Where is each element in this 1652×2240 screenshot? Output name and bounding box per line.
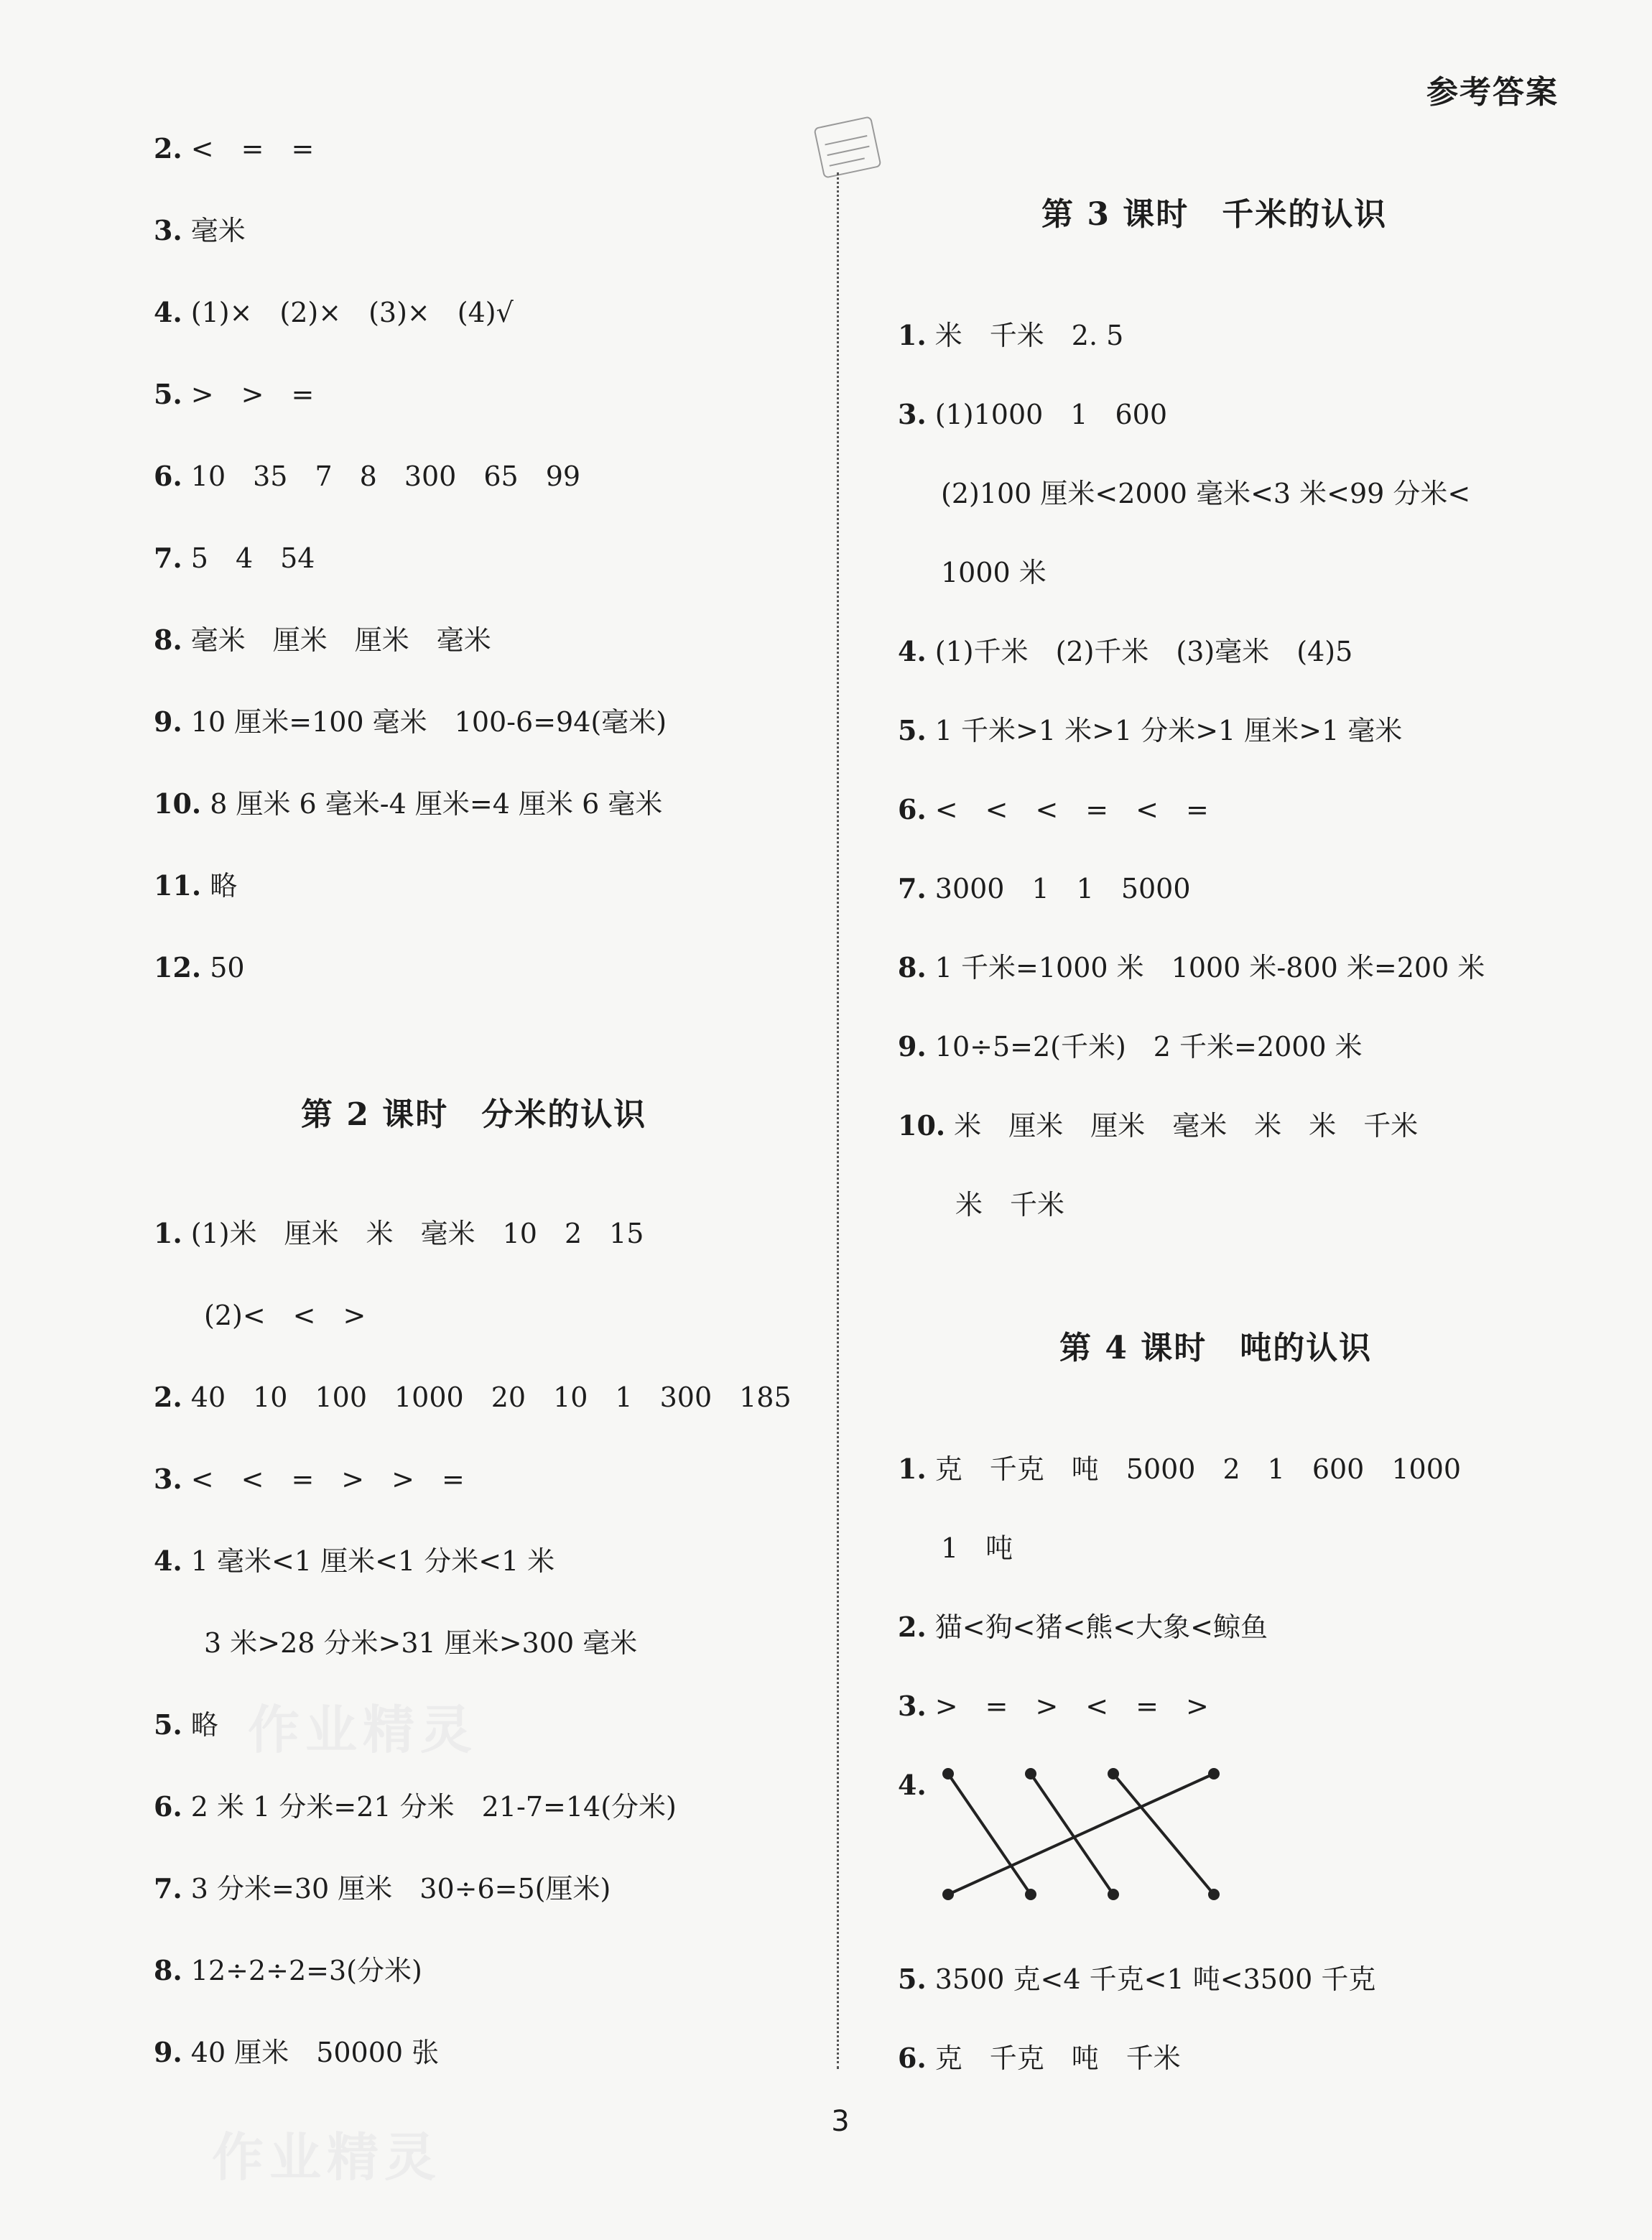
answer-item: 2. 猫<狗<猪<熊<大象<鲸鱼 — [898, 1611, 1268, 1643]
answer-item: 5. 3500 克<4 千克<1 吨<3500 千克 — [898, 1963, 1376, 1995]
answer-continuation: 米 千米 — [955, 1189, 1065, 1221]
answer-item: 7. 3000 1 1 5000 — [898, 872, 1191, 904]
answer-item: 4. — [898, 1769, 927, 1801]
answer-item: 6. 克 千克 吨 千米 — [898, 2042, 1181, 2074]
answer-item: 7. 3 分米=30 厘米 30÷6=5(厘米) — [154, 1872, 611, 1905]
answer-item: 8. 1 千米=1000 米 1000 米-800 米=200 米 — [898, 951, 1485, 984]
answer-item: 10. 8 厘米 6 毫米-4 厘米=4 厘米 6 毫米 — [154, 787, 663, 820]
answer-item: 2. < = = — [154, 132, 315, 165]
answer-item: 3. (1)1000 1 600 — [898, 398, 1168, 430]
answer-item: 11. 略 — [154, 869, 238, 902]
page-header-title: 参考答案 — [1426, 74, 1559, 111]
answer-item: 12. 50 — [154, 951, 245, 984]
answer-item: 4. (1)× (2)× (3)× (4)√ — [154, 296, 514, 328]
answer-item: 5. 1 千米>1 米>1 分米>1 厘米>1 毫米 — [898, 714, 1403, 746]
answer-item: 10. 米 厘米 厘米 毫米 米 米 千米 — [898, 1109, 1419, 1142]
answer-item: 5. > > = — [154, 378, 315, 410]
matching-lines-diagram — [934, 1757, 1250, 1917]
answer-item: 9. 10÷5=2(千米) 2 千米=2000 米 — [898, 1030, 1363, 1063]
answer-item: 3. > = > < = > — [898, 1690, 1209, 1722]
answer-item: 6. 10 35 7 8 300 65 99 — [154, 460, 581, 492]
answer-item: 8. 毫米 厘米 厘米 毫米 — [154, 624, 491, 656]
watermark-logo: 作业精灵 — [212, 2127, 442, 2188]
answer-item: 9. 10 厘米=100 毫米 100-6=94(毫米) — [154, 705, 667, 738]
answer-continuation: 1000 米 — [941, 557, 1047, 588]
answer-item: 3. 毫米 — [154, 214, 246, 246]
answer-item: 1. (1)米 厘米 米 毫米 10 2 15 — [154, 1217, 644, 1249]
column-divider — [837, 172, 839, 2069]
answer-continuation: (2)< < > — [204, 1300, 366, 1331]
answer-continuation: 1 吨 — [941, 1532, 1013, 1564]
answer-item: 4. 1 毫米<1 厘米<1 分米<1 米 — [154, 1545, 555, 1577]
answer-item: 6. 2 米 1 分米=21 分米 21-7=14(分米) — [154, 1790, 677, 1823]
answer-item: 7. 5 4 54 — [154, 542, 315, 574]
answer-item: 6. < < < = < = — [898, 793, 1209, 825]
answer-item: 8. 12÷2÷2=3(分米) — [154, 1954, 422, 1986]
answer-item: 1. 克 千克 吨 5000 2 1 600 1000 — [898, 1453, 1462, 1485]
section-title-lesson-2: 第 2 课时 分米的认识 — [301, 1096, 647, 1133]
answer-item: 3. < < = > > = — [154, 1463, 465, 1495]
answer-item: 5. 略 — [154, 1708, 218, 1741]
section-title-lesson-3: 第 3 课时 千米的认识 — [1041, 196, 1388, 233]
answer-continuation: (2)100 厘米<2000 毫米<3 米<99 分米< — [941, 478, 1471, 509]
answer-item: 2. 40 10 100 1000 20 10 1 300 185 — [154, 1381, 792, 1413]
logo-stamp-icon — [804, 108, 891, 187]
watermark-logo: 作业精灵 — [248, 1700, 478, 1760]
answer-item: 4. (1)千米 (2)千米 (3)毫米 (4)5 — [898, 635, 1353, 667]
section-title-lesson-4: 第 4 课时 吨的认识 — [1059, 1330, 1373, 1366]
page-number: 3 — [831, 2105, 850, 2138]
answer-item: 9. 40 厘米 50000 张 — [154, 2036, 440, 2068]
answer-continuation: 3 米>28 分米>31 厘米>300 毫米 — [204, 1627, 638, 1659]
answer-item: 1. 米 千米 2. 5 — [898, 319, 1124, 351]
